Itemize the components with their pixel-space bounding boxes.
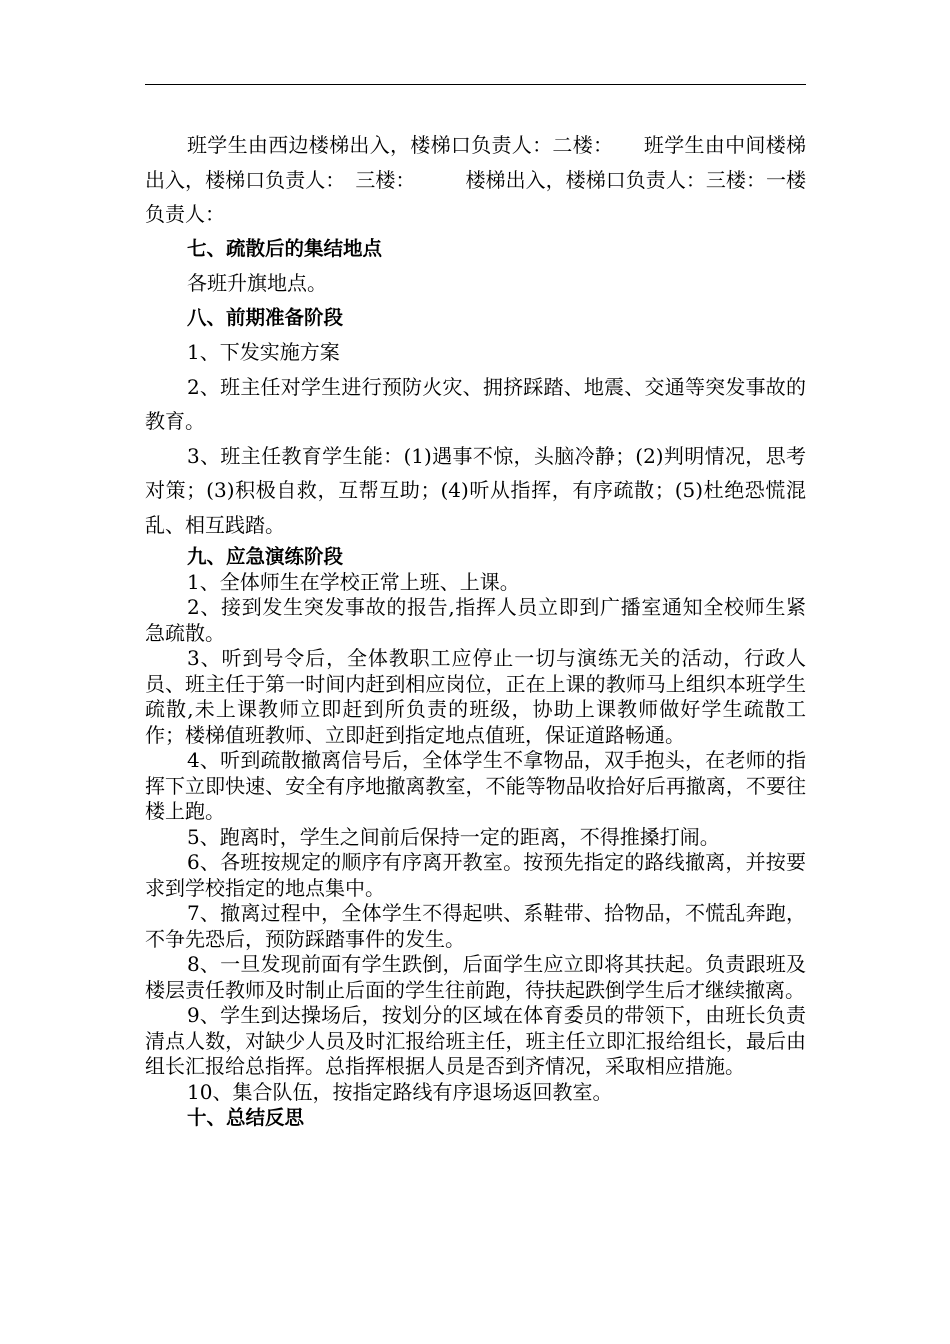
heading-drill-stage: 九、应急演练阶段	[187, 545, 344, 568]
paragraph-drill-item-10: 10、集合队伍，按指定路线有序退场返回教室。	[187, 1079, 613, 1104]
paragraph-drill-item-5: 5、跑离时，学生之间前后保持一定的距离，不得推搡打闹。	[187, 824, 720, 849]
paragraph-drill-item-9: 9、学生到达操场后，按划分的区域在体育委员的带领下，由班长负责清点人数，对缺少人员及时汇报给班主任，班主任立即汇报给组长，最后由组长汇报给总指挥。总指挥根据人员是否到齐情况，采取相应措施。	[145, 1003, 806, 1078]
paragraph-prep-item-3: 3、班主任教育学生能：(1)遇事不惊，头脑冷静；(2)判明情况，思考对策；(3)积极自救，互帮互助；(4)听从指挥，有序疏散；(5)杜绝恐慌混乱、相互践踏。	[145, 443, 806, 537]
header-rule	[145, 84, 806, 85]
paragraph-prep-item-2: 2、班主任对学生进行预防火灾、拥挤踩踏、地震、交通等突发事故的教育。	[145, 374, 806, 433]
document-body	[145, 128, 806, 1131]
paragraph-drill-item-1: 1、全体师生在学校正常上班、上课。	[187, 569, 520, 594]
paragraph-drill-item-4: 4、听到疏散撤离信号后，全体学生不拿物品，双手抱头，在老师的指挥下立即快速、安全有序地撤离教室，不能等物品收拾好后再撤离，不要往楼上跑。	[145, 748, 806, 823]
paragraph-drill-item-7: 7、撤离过程中，全体学生不得起哄、系鞋带、拾物品，不慌乱奔跑，不争先恐后，预防踩踏事件的发生。	[145, 901, 806, 951]
heading-summary-reflection: 十、总结反思	[187, 1106, 305, 1129]
paragraph-stair-assignments: 班学生由西边楼梯出入，楼梯口负责人：二楼： 班学生由中间楼梯出入，楼梯口负责人： 三楼： 楼梯出入，楼梯口负责人：三楼：一楼负责人：	[145, 133, 806, 226]
heading-preparation-stage: 八、前期准备阶段	[187, 305, 344, 329]
paragraph-drill-item-8: 8、一旦发现前面有学生跌倒，后面学生应立即将其扶起。负责跟班及楼层责任教师及时制止后面的学生往前跑，待扶起跌倒学生后才继续撤离。	[145, 952, 806, 1002]
heading-assembly-point: 七、疏散后的集结地点	[187, 236, 383, 260]
paragraph-drill-item-6: 6、各班按规定的顺序有序离开教室。按预先指定的路线撤离，并按要求到学校指定的地点集中。	[145, 850, 806, 900]
paragraph-drill-item-2: 2、接到发生突发事故的报告,指挥人员立即到广播室通知全校师生紧急疏散。	[145, 595, 806, 645]
paragraph-drill-item-3: 3、听到号令后，全体教职工应停止一切与演练无关的活动，行政人员、班主任于第一时间内赶到相应岗位，正在上课的教师马上组织本班学生疏散,未上课教师立即赶到所负责的班级，协助上课教师做好学生疏散工作；楼梯值班教师、立即赶到指定地点值班，保证道路畅通。	[145, 646, 806, 747]
paragraph-prep-item-1: 1、下发实施方案	[187, 340, 340, 364]
paragraph-assembly-location: 各班升旗地点。	[187, 271, 327, 295]
